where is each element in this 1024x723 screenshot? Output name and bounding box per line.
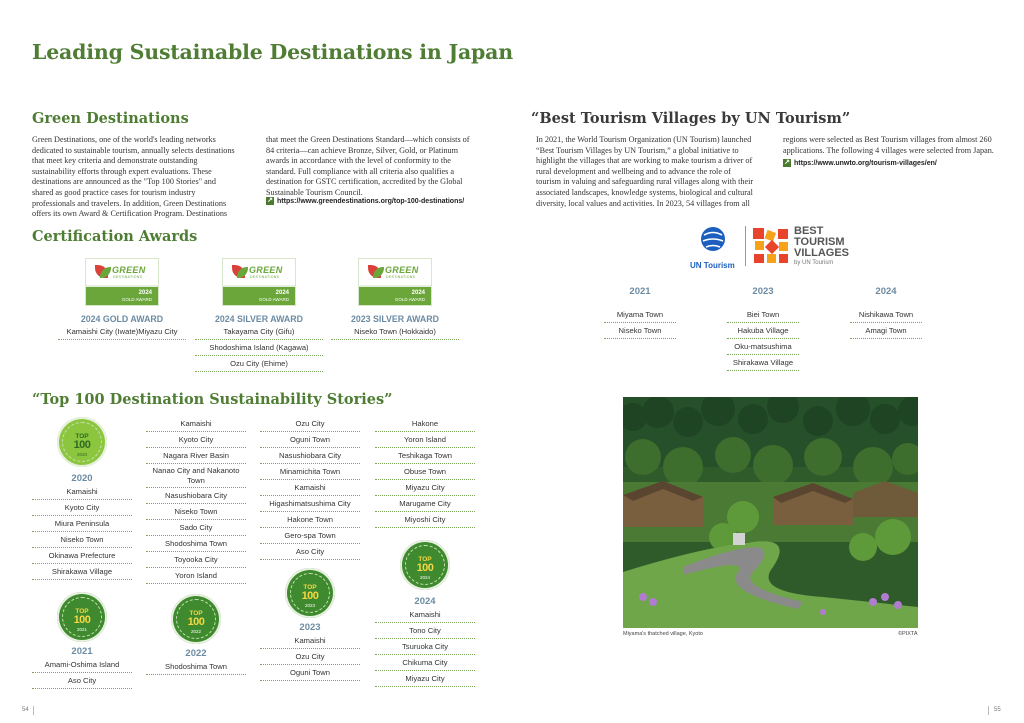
list-item: Kamaishi <box>32 484 132 500</box>
top100-badge-icon: TOP 100 2021 <box>57 592 107 642</box>
list-item: Oku-matsushima <box>727 339 799 355</box>
list-item: Yoron Island <box>146 568 246 584</box>
list-item: Teshikaga Town <box>375 448 475 464</box>
list-item: Nasushiobara City <box>146 488 246 504</box>
page-number-rule <box>988 706 989 715</box>
list-item: Oguni Town <box>260 432 360 448</box>
list-item: Chikuma City <box>375 655 475 671</box>
list-item: Minamichita Town <box>260 464 360 480</box>
list-item: Hakone Town <box>260 512 360 528</box>
list-item: Kamaishi <box>375 607 475 623</box>
list-item: Sado City <box>146 520 246 536</box>
best-villages-2021: 2021 Miyama Town Niseko Town <box>604 286 676 339</box>
list-item: Aso City <box>32 673 132 689</box>
award-card-3: GREEN DESTINATIONS 2024 GOLD AWARD 2023 SILVER AWARD Niseko Town (Hokkaido) <box>331 258 459 340</box>
top100-2020: TOP 100 2020 2020 Kamaishi Kyoto City Miura Peninsula Niseko Town Okinawa Prefecture Shirakawa Village <box>32 417 132 580</box>
list-item: Shirakawa Village <box>32 564 132 580</box>
green-destinations-logo: GREEN DESTINATIONS 2024 GOLD AWARD <box>358 258 432 306</box>
best-tourism-villages-wordmark: BEST TOURISM VILLAGES by UN Tourism <box>794 225 850 266</box>
list-item: Niseko Town (Hokkaido) <box>331 324 459 340</box>
list-item: Miyoshi City <box>375 512 475 528</box>
award-card-1: GREEN DESTINATIONS 2024 GOLD AWARD 2024 GOLD AWARD Kamaishi City (Iwate)Miyazu City <box>58 258 186 340</box>
list-item: Shirakawa Village <box>727 355 799 371</box>
top100-col-a <box>146 416 246 584</box>
list-item: Aso City <box>260 544 360 560</box>
best-villages-pattern-icon <box>752 227 790 265</box>
list-item: Toyooka City <box>146 552 246 568</box>
un-tourism-logo: UN Tourism <box>690 226 740 268</box>
page-title: Leading Sustainable Destinations in Japan <box>32 40 513 64</box>
page-number-rule <box>33 706 34 715</box>
top100-2022: TOP 100 2022 2022 Shodoshima Town <box>146 594 246 675</box>
thatched-village-image <box>623 397 918 628</box>
top100-2024: TOP 100 2024 2024 Kamaishi Tono City Tsuruoka City Chikuma City Miyazu City <box>375 540 475 687</box>
list-item: Kyoto City <box>146 432 246 448</box>
list-item: Kyoto City <box>32 500 132 516</box>
best-villages-2023: 2023 Biei Town Hakuba Village Oku-matsushima Shirakawa Village <box>727 286 799 371</box>
list-item: Miyama Town <box>604 307 676 323</box>
green-destinations-logo: GREEN DESTINATIONS 2024 GOLD AWARD <box>85 258 159 306</box>
best-villages-text-col1: In 2021, the World Tourism Organization (UN Tourism) launched “Best Tourism Villages by UN Tourism,” a global initiative to highlight the villages that are working to make tourism a driver of rural development and wellbeing and to advance the role of tourism in valuing and safeguarding rural villages along with their associated landscapes, knowledge systems, biological and cultural diversity, local values and activities. In 2023, 54 villages from all <box>536 135 754 208</box>
best-villages-heading: “Best Tourism Villages by UN Tourism” <box>531 110 851 127</box>
page-number-right: 55 <box>994 707 1001 713</box>
list-item: Miyazu City <box>375 480 475 496</box>
list-item: Tsuruoka City <box>375 639 475 655</box>
top100-badge-icon: TOP 100 2022 <box>171 594 221 644</box>
best-villages-text-col2: regions were selected as Best Tourism villages from almost 260 applications. The following 4 villages were selected from Japan. <box>783 135 994 155</box>
top100-2021: TOP 100 2021 2021 Amami-Oshima Island Aso City <box>32 592 132 689</box>
green-destinations-heading: Green Destinations <box>32 110 189 127</box>
top100-badge-icon: TOP 100 2020 <box>57 417 107 467</box>
list-item: Ozu City <box>260 649 360 665</box>
list-item: Ozu City (Ehime) <box>195 356 323 372</box>
list-item: Oguni Town <box>260 665 360 681</box>
list-item: Yoron Island <box>375 432 475 448</box>
list-item: Nanao City and Nakanoto Town <box>146 464 246 488</box>
un-tourism-globe-icon <box>690 226 740 254</box>
best-villages-2024: 2024 Nishikawa Town Amagi Town <box>850 286 922 339</box>
green-destinations-link[interactable]: ↗ https://www.greendestinations.org/top-100-destinations/ <box>267 197 465 205</box>
list-item: Nasushiobara City <box>260 448 360 464</box>
top100-badge-icon: TOP 100 2023 <box>285 568 335 618</box>
list-item: Gero-spa Town <box>260 528 360 544</box>
top100-col-c <box>375 416 475 528</box>
list-item: Biei Town <box>727 307 799 323</box>
external-link-icon: ↗ <box>784 159 790 166</box>
list-item: Hakone <box>375 416 475 432</box>
list-item: Obuse Town <box>375 464 475 480</box>
green-destinations-text-col1: Green Destinations, one of the world's leading networks dedicated to sustainable tourism, annually selects destinations that meet key criteria and demonstrate outstanding sustainability efforts through expert evaluations. These destinations are announced as the "Top 100 Stories" and shared as good practice cases for tourism industry professionals and travelers. In addition, Green Destinations offers its own Award & Certification Program. Destinations <box>32 135 235 219</box>
list-item: Takayama City (Gifu) <box>195 324 323 340</box>
list-item: Kamaishi <box>146 416 246 432</box>
list-item: Shodoshima Town <box>146 536 246 552</box>
list-item: Shodoshima Town <box>146 659 246 675</box>
list-item: Nagara River Basin <box>146 448 246 464</box>
village-photo <box>623 397 918 628</box>
list-item: Amami-Oshima Island <box>32 657 132 673</box>
list-item: Shodoshima Island (Kagawa) <box>195 340 323 356</box>
list-item: Niseko Town <box>604 323 676 339</box>
list-item: Kamaishi <box>260 633 360 649</box>
list-item: Niseko Town <box>32 532 132 548</box>
list-item: Kamaishi <box>260 480 360 496</box>
top100-col-b <box>260 416 360 560</box>
list-item: Niseko Town <box>146 504 246 520</box>
external-link-icon: ↗ <box>267 197 273 204</box>
top100-badge-icon: TOP 100 2024 <box>400 540 450 590</box>
best-tourism-villages-mark <box>752 227 790 265</box>
green-destinations-text-col2: that meet the Green Destinations Standard—which consists of 84 criteria—can achieve Bronze, Silver, Gold, or Platinum awards in accordance with the level of conformity to the standard. Full compliance with all criteria also qualifies a destination for GSTC certification, accredited by the Global Sustainable Tourism Council. <box>266 135 470 197</box>
list-item: Tono City <box>375 623 475 639</box>
list-item: Higashimatsushima City <box>260 496 360 512</box>
top100-2023: TOP 100 2023 2023 Kamaishi Ozu City Oguni Town <box>260 568 360 681</box>
green-destinations-logo: GREEN DESTINATIONS 2024 GOLD AWARD <box>222 258 296 306</box>
list-item: Nishikawa Town <box>850 307 922 323</box>
list-item: Amagi Town <box>850 323 922 339</box>
award-card-2: GREEN DESTINATIONS 2024 GOLD AWARD 2024 SILVER AWARD Takayama City (Gifu) Shodoshima Island (Kagawa) Ozu City (Ehime) <box>195 258 323 372</box>
list-item: Marugame City <box>375 496 475 512</box>
top100-heading: “Top 100 Destination Sustainability Stories” <box>32 391 393 408</box>
list-item: Okinawa Prefecture <box>32 548 132 564</box>
photo-caption: Miyama's thatched village, Kyoto <box>623 631 703 637</box>
best-villages-link[interactable]: ↗ https://www.unwto.org/tourism-villages/en/ <box>784 159 937 167</box>
page-number-left: 54 <box>22 707 29 713</box>
photo-credit: ©PIXTA <box>898 631 918 637</box>
list-item: Hakuba Village <box>727 323 799 339</box>
list-item: Miura Peninsula <box>32 516 132 532</box>
logo-divider <box>745 226 746 266</box>
certification-heading: Certification Awards <box>32 228 198 245</box>
list-item: Miyazu City <box>375 671 475 687</box>
list-item: Kamaishi City (Iwate)Miyazu City <box>58 324 186 340</box>
list-item: Ozu City <box>260 416 360 432</box>
